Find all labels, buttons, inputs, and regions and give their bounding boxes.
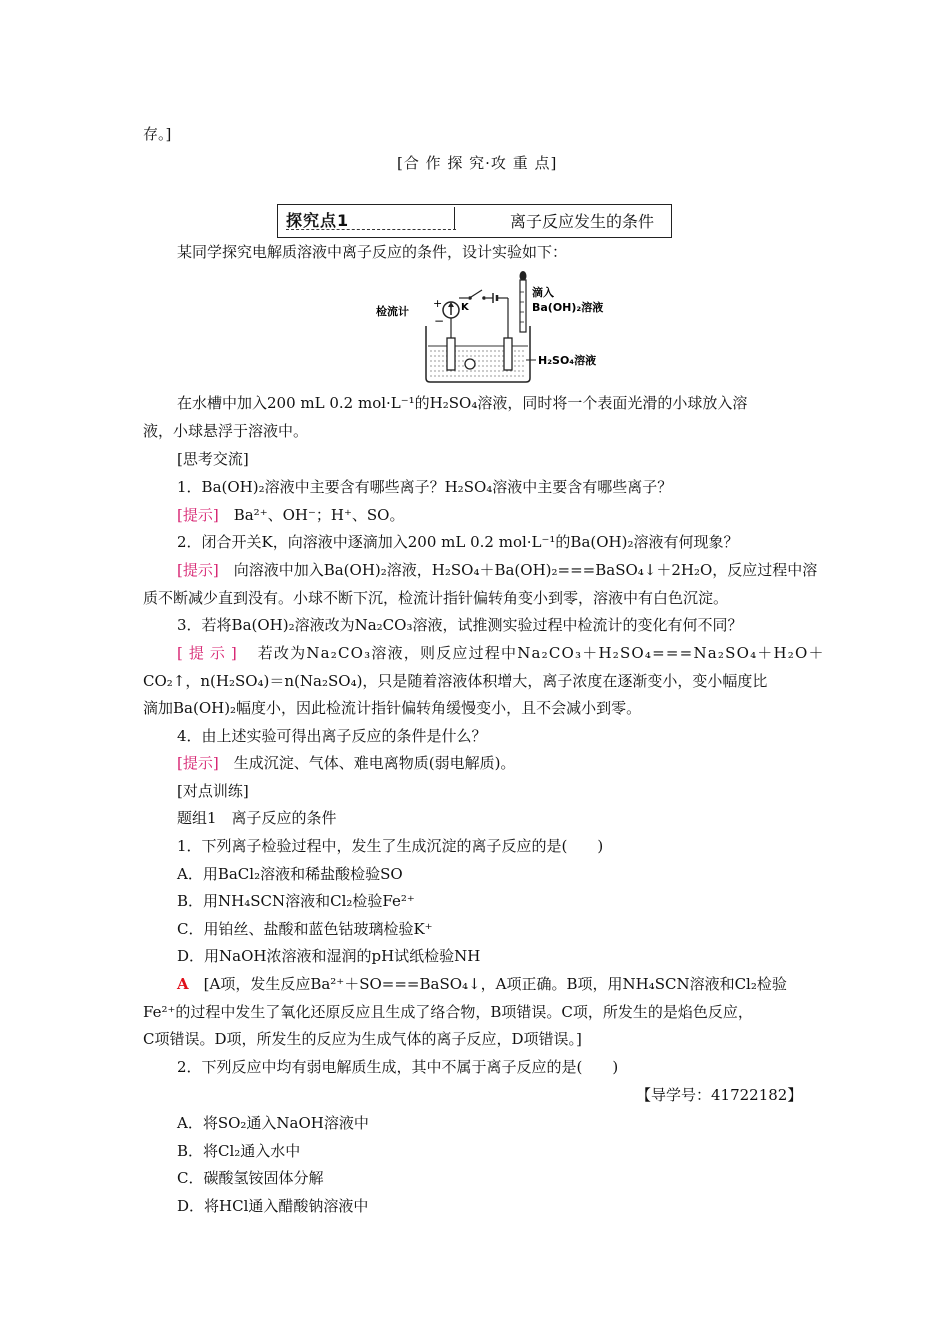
continued-text: 存。] (143, 125, 172, 143)
banner-dash (286, 229, 456, 230)
exercise-1-option-d: D．用NaOH浓溶液和湿润的pH试纸检验NH (177, 947, 481, 965)
topic-banner (277, 204, 672, 238)
answer-2a-text: 向溶液中加入Ba(OH)₂溶液，H₂SO₄＋Ba(OH)₂===BaSO₄↓＋2H₂O，反应过程中溶 (233, 561, 818, 579)
hint-label: [提示] (177, 754, 219, 772)
banner-title: 离子反应发生的条件 (510, 212, 655, 231)
exercise-1: 1．下列离子检验过程中，发生了生成沉淀的离子反应的是( ) (177, 837, 604, 855)
exercise-2-option-b: B．将Cl₂通入水中 (177, 1142, 301, 1160)
answer-3c: 滴加Ba(OH)₂幅度小，因此检流计指针偏转角缓慢变小，且不会减小到零。 (143, 699, 642, 717)
exercise-1-option-c: C．用铂丝、盐酸和蓝色钴玻璃检验K⁺ (177, 920, 433, 938)
banner-tag: 探究点1 (286, 211, 350, 230)
experiment-figure (376, 268, 626, 392)
para-1a: 在水槽中加入200 mL 0.2 mol·L⁻¹的H₂SO₄溶液，同时将一个表面光滑的小球放入溶 (177, 394, 748, 412)
question-1: 1．Ba(OH)₂溶液中主要含有哪些离子？H₂SO₄溶液中主要含有哪些离子？ (177, 478, 673, 496)
water-tank (426, 326, 530, 382)
switch-icon (471, 290, 482, 297)
figure-label-drop1: 滴入 (532, 286, 554, 299)
hint-label: [提示] (177, 644, 243, 662)
section-title: [合 作 探 究·攻 重 点] (397, 154, 558, 172)
figure-label-solution: H₂SO₄溶液 (538, 354, 597, 367)
answer-exercise-1a (177, 974, 787, 994)
figure-label-switch: K (461, 302, 469, 313)
answer-2a (177, 560, 817, 580)
answer-4-text: 生成沉淀、气体、难电离物质(弱电解质)。 (233, 754, 516, 772)
exercise-1-option-b: B．用NH₄SCN溶液和Cl₂检验Fe²⁺ (177, 892, 415, 910)
hint-label: [提示] (177, 561, 219, 579)
answer-3a (177, 643, 825, 663)
exercise-2-option-a: A．将SO₂通入NaOH溶液中 (177, 1114, 369, 1132)
think-heading: [思考交流] (177, 450, 249, 468)
guide-number: 【导学号：41722182】 (636, 1086, 803, 1104)
figure-plus: + (433, 297, 443, 310)
question-3: 3．若将Ba(OH)₂溶液改为Na₂CO₃溶液，试推测实验过程中检流计的变化有何不同？ (177, 616, 743, 634)
para-1b: 液，小球悬浮于溶液中。 (143, 422, 309, 440)
answer-exercise-1a-text: [A项，发生反应Ba²⁺＋SO===BaSO₄↓，A项正确。B项，用NH₄SCN溶液和Cl₂检验 (203, 975, 787, 993)
ball-icon (465, 359, 475, 369)
question-4: 4．由上述实验可得出离子反应的条件是什么？ (177, 727, 487, 745)
figure-minus: − (434, 314, 445, 328)
answer-1-text: Ba²⁺、OH⁻；H⁺、SO。 (233, 506, 405, 524)
dropper-tube (520, 280, 526, 332)
banner-divider (454, 207, 455, 229)
answer-letter: A (177, 975, 189, 993)
exercise-2: 2．下列反应中均有弱电解质生成，其中不属于离子反应的是( ) (177, 1058, 619, 1076)
intro-text: 某同学探究电解质溶液中离子反应的条件，设计实验如下： (177, 243, 568, 261)
question-2: 2．闭合开关K，向溶液中逐滴加入200 mL 0.2 mol·L⁻¹的Ba(OH)₂溶液有何现象？ (177, 533, 739, 551)
electrode-right (504, 338, 512, 370)
answer-3a-text: 若改为Na₂CO₃溶液，则反应过程中Na₂CO₃＋H₂SO₄===Na₂SO₄＋H₂O＋ (257, 644, 825, 662)
practice-heading: [对点训练] (177, 782, 249, 800)
answer-1 (177, 505, 404, 525)
answer-exercise-1c: C项错误。D项，所发生的反应为生成气体的离子反应，D项错误。] (143, 1030, 582, 1048)
electrode-left (447, 338, 455, 370)
answer-4 (177, 753, 515, 773)
group-heading: 题组1 离子反应的条件 (177, 809, 337, 827)
answer-exercise-1b: Fe²⁺的过程中发生了氧化还原反应且生成了络合物，B项错误。C项，所发生的是焰色反应， (143, 1003, 753, 1021)
exercise-2-option-c: C．碳酸氢铵固体分解 (177, 1169, 324, 1187)
answer-2b: 质不断减少直到没有。小球不断下沉，检流计指针偏转角变小到零，溶液中有白色沉淀。 (143, 589, 729, 607)
figure-label-meter: 检流计 (376, 305, 409, 318)
answer-3b: CO₂↑，n(H₂SO₄)＝n(Na₂SO₄)，只是随着溶液体积增大，离子浓度在逐渐变小，变小幅度比 (143, 672, 768, 690)
exercise-2-option-d: D．将HCl通入醋酸钠溶液中 (177, 1197, 369, 1215)
exercise-1-option-a: A．用BaCl₂溶液和稀盐酸检验SO (177, 865, 403, 883)
hint-label: [提示] (177, 506, 219, 524)
figure-label-drop2: Ba(OH)₂溶液 (532, 301, 604, 314)
